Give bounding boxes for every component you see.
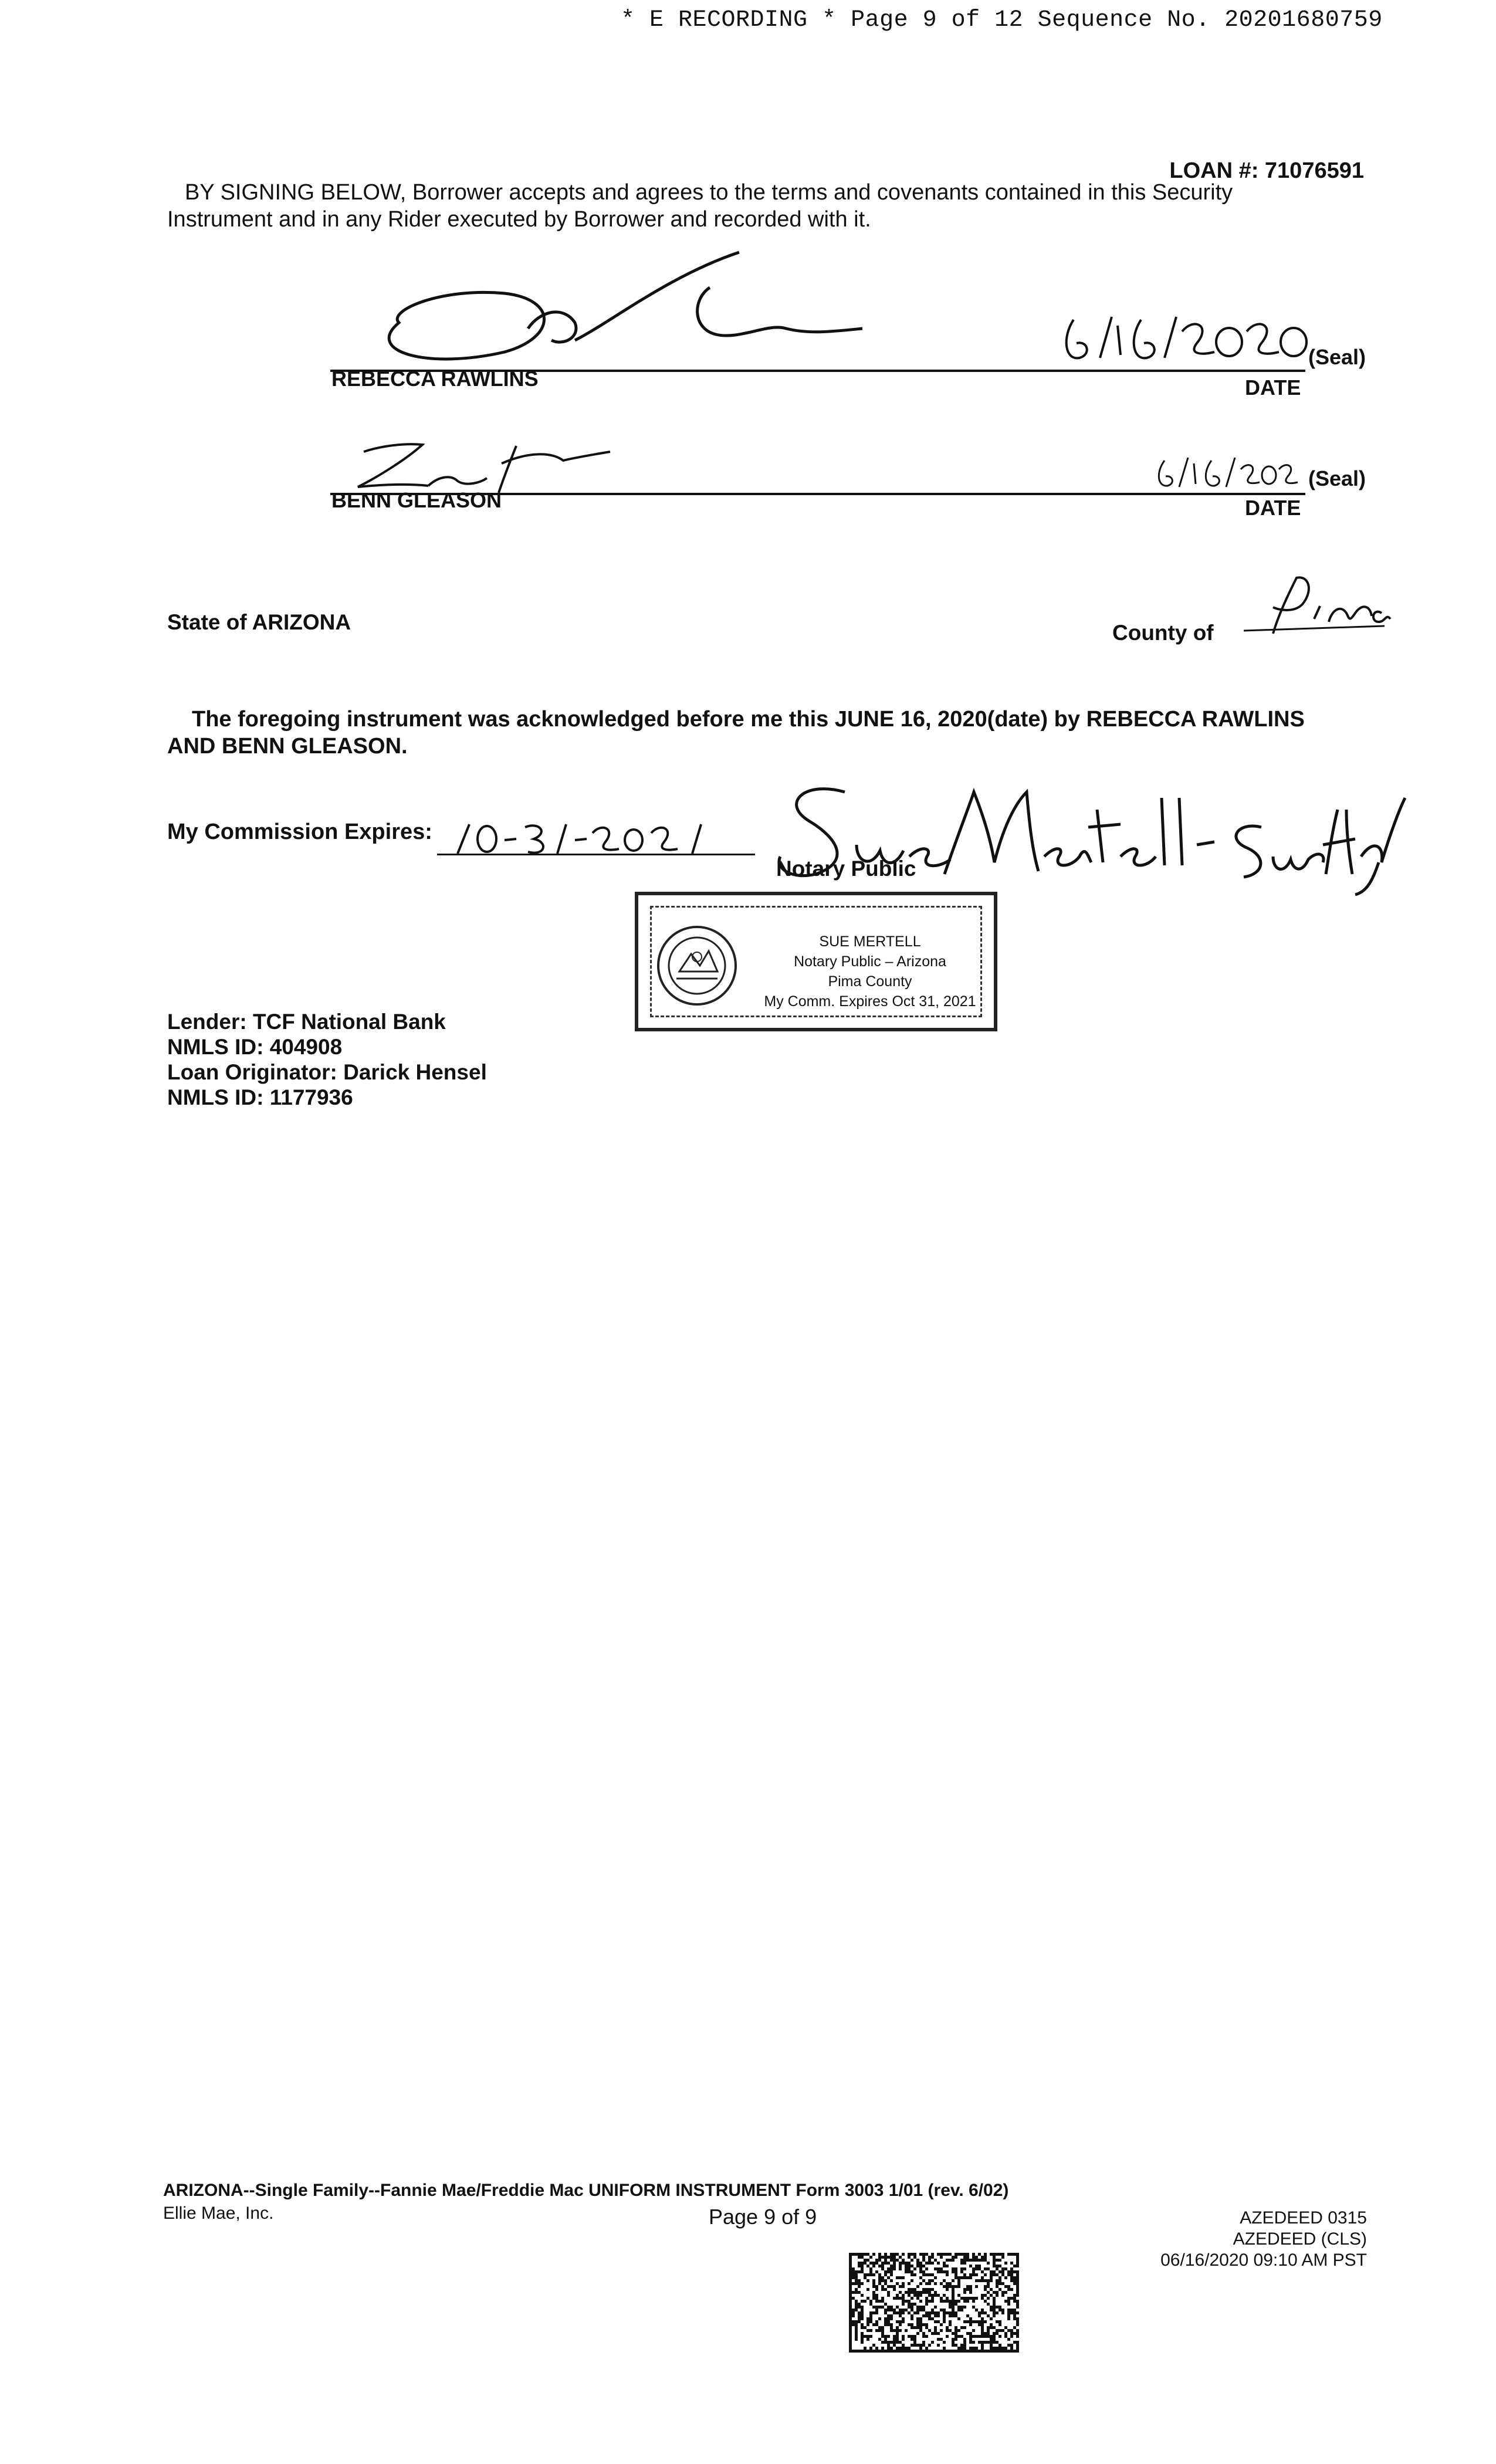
footer-vendor: Ellie Mae, Inc.: [163, 2204, 274, 2223]
acknowledgment-line-2: AND BENN GLEASON.: [167, 734, 408, 759]
county-handwritten: [1232, 572, 1396, 642]
recording-header: * E RECORDING * Page 9 of 12 Sequence No. 20201680759: [621, 7, 1383, 33]
lender-nmls: NMLS ID: 404908: [167, 1035, 343, 1059]
commission-date-line: [437, 854, 755, 855]
signer-name-benn: BENN GLEASON: [331, 488, 502, 512]
lender-info: [167, 1009, 487, 1110]
seal-label-rebecca: (Seal): [1308, 345, 1366, 369]
loan-originator: Loan Originator: Darick Hensel: [167, 1060, 487, 1084]
originator-nmls: NMLS ID: 1177936: [167, 1085, 353, 1109]
date-handwritten-rebecca: [1056, 308, 1314, 373]
intro-line-2: Instrument and in any Rider executed by Borrower and recorded with it.: [167, 207, 871, 232]
stamp-county: Pima County: [828, 973, 912, 990]
intro-paragraph: [167, 179, 1364, 233]
footer-code-1: AZEDEED 0315: [1240, 2208, 1367, 2228]
notary-stamp: [635, 892, 997, 1031]
seal-label-benn: (Seal): [1308, 466, 1366, 490]
lender-name: Lender: TCF National Bank: [167, 1010, 446, 1034]
date-handwritten-benn: [1153, 452, 1299, 493]
stamp-expiration: My Comm. Expires Oct 31, 2021: [764, 993, 976, 1010]
acknowledgment-line-1: The foregoing instrument was acknowledged before me this JUNE 16, 2020(date) by REBECCA RAWLINS: [192, 707, 1305, 732]
acknowledgment-paragraph: [167, 706, 1376, 760]
loan-number: LOAN #: 71076591: [1169, 158, 1364, 183]
stamp-notary-title: Notary Public – Arizona: [794, 953, 946, 970]
notary-stamp-text: [759, 932, 981, 1011]
arizona-state-seal: [656, 925, 738, 1007]
footer-form-line: ARIZONA--Single Family--Fannie Mae/Freddie Mac UNIFORM INSTRUMENT Form 3003 1/01 (rev. 6/02): [163, 2181, 1009, 2200]
footer-timestamp: 06/16/2020 09:10 AM PST: [1160, 2250, 1367, 2270]
date-label-benn: DATE: [1245, 496, 1301, 520]
date-label-rebecca: DATE: [1245, 375, 1301, 400]
signature-rebecca-rawlins: [364, 241, 892, 375]
footer-codes: [1160, 2208, 1367, 2271]
county-label: County of: [1112, 621, 1214, 645]
notary-public-label: Notary Public: [776, 857, 916, 881]
footer-page-number: Page 9 of 9: [709, 2205, 817, 2229]
barcode-2d: [849, 2253, 1019, 2353]
signer-name-rebecca: REBECCA RAWLINS: [331, 367, 539, 391]
commission-date-handwritten: [446, 815, 722, 862]
footer-code-2: AZEDEED (CLS): [1233, 2229, 1367, 2249]
stamp-notary-name: SUE MERTELL: [819, 933, 921, 950]
commission-expires-label: My Commission Expires:: [167, 820, 432, 844]
intro-line-1: BY SIGNING BELOW, Borrower accepts and agrees to the terms and covenants contained in this Security: [185, 180, 1233, 205]
state-label: State of ARIZONA: [167, 610, 351, 634]
